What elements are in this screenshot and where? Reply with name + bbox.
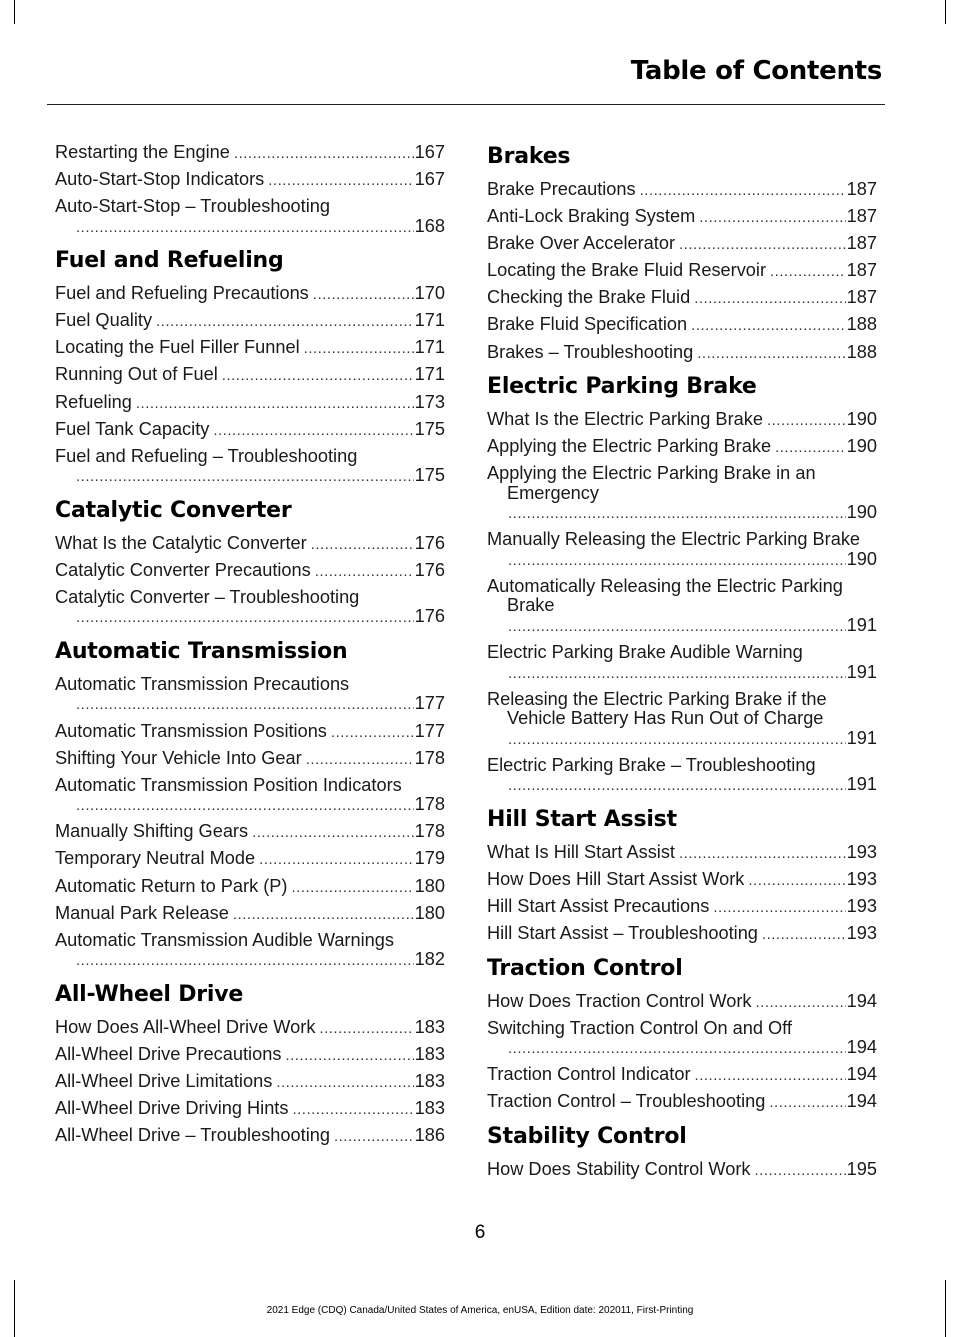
- toc-entry-label: Restarting the Engine: [55, 142, 230, 162]
- toc-entry-label: Running Out of Fuel: [55, 364, 218, 385]
- toc-section-electric-parking-brake: [487, 373, 877, 796]
- toc-entry-page: 191: [846, 661, 877, 682]
- toc-left-column: [55, 143, 445, 1153]
- toc-entry-label: Automatic Return to Park (P): [55, 875, 288, 896]
- toc-entry-page: 190: [846, 548, 877, 569]
- toc-entry-label: Brake Precautions: [487, 179, 636, 199]
- toc-entry-label: Automatic Transmission Precautions: [55, 673, 350, 694]
- toc-entry-fuel-tank-capacity[interactable]: [55, 420, 445, 441]
- toc-entry-label: Catalytic Converter – Troubleshooting: [55, 586, 360, 607]
- section-heading: All-Wheel Drive: [55, 981, 244, 1007]
- toc-entry-label: Shifting Your Vehicle Into Gear: [55, 747, 302, 768]
- toc-entry-applying-the-electric-parking-brake[interactable]: [487, 437, 877, 458]
- toc-entry-page: 191: [846, 774, 877, 795]
- toc-entry-label: Electric Parking Brake Audible Warning: [487, 642, 803, 663]
- toc-entry-label: All-Wheel Drive Driving Hints: [55, 1097, 289, 1118]
- toc-entry-automatically-releasing-the-electric-parking-brake[interactable]: [487, 577, 877, 637]
- toc-entry-label: Releasing the Electric Parking Brake if the Vehicle Battery Has Run Out of Charge: [487, 688, 827, 729]
- header-divider: [47, 104, 885, 105]
- toc-entry-label: Fuel Tank Capacity: [55, 418, 210, 439]
- toc-entry-label: Automatic Transmission Positions: [55, 720, 327, 741]
- toc-entry-page: 167: [414, 142, 445, 162]
- dot-leader: [679, 844, 846, 864]
- toc-entry-page: 167: [414, 169, 445, 190]
- toc-entry-brake-fluid-specification[interactable]: [487, 315, 877, 336]
- toc-entry-label: Manually Releasing the Electric Parking Brake: [487, 529, 861, 550]
- toc-entry-page: 176: [414, 532, 445, 553]
- toc-entry-label: All-Wheel Drive Limitations: [55, 1070, 273, 1091]
- toc-entry-all-wheel-drive-precautions[interactable]: [55, 1045, 445, 1066]
- toc-entry-page: 194: [846, 990, 877, 1011]
- toc-entry-page: 182: [414, 949, 445, 970]
- dot-leader: [748, 871, 845, 891]
- dot-leader: [697, 344, 845, 364]
- dot-leader: [508, 776, 846, 796]
- toc-entry-what-is-hill-start-assist[interactable]: [487, 843, 877, 864]
- crop-mark-top-left: [14, 0, 15, 24]
- toc-entry-restarting-the-engine[interactable]: [55, 143, 445, 164]
- section-heading: Stability Control: [487, 1123, 687, 1149]
- toc-entry-auto-start-stop-troubleshooting[interactable]: [55, 197, 445, 237]
- dot-leader: [508, 504, 846, 524]
- toc-entry-page: 186: [414, 1125, 445, 1146]
- toc-entry-label: Brake Fluid Specification: [487, 314, 688, 335]
- toc-entry-automatic-transmission-precautions[interactable]: [55, 675, 445, 715]
- toc-entry-page: 187: [846, 287, 877, 308]
- toc-entry-traction-control-indicator[interactable]: [487, 1065, 877, 1086]
- dot-leader: [755, 993, 845, 1013]
- toc-entry-label: Switching Traction Control On and Off: [487, 1017, 792, 1038]
- toc-entry-label: Automatic Transmission Position Indicators: [55, 774, 402, 795]
- dot-leader: [76, 467, 414, 487]
- toc-section-traction-control: [487, 955, 877, 1113]
- dot-leader: [334, 1127, 414, 1147]
- toc-entry-manual-park-release[interactable]: [55, 904, 445, 925]
- toc-entry-page: 183: [414, 1097, 445, 1118]
- toc-entry-auto-start-stop-indicators[interactable]: [55, 170, 445, 191]
- toc-entry-hill-start-assist-troubleshooting[interactable]: [487, 924, 877, 945]
- toc-entry-electric-parking-brake-troubleshooting[interactable]: [487, 756, 877, 796]
- dot-leader: [699, 208, 845, 228]
- toc-entry-automatic-return-to-park-p[interactable]: [55, 877, 445, 898]
- dot-leader: [770, 262, 846, 282]
- dot-leader: [508, 730, 846, 750]
- toc-entry-label: Checking the Brake Fluid: [487, 287, 691, 308]
- toc-right-column: [487, 143, 877, 1187]
- toc-entry-page: 183: [414, 1043, 445, 1064]
- dot-leader: [76, 951, 414, 971]
- toc-entry-label: Temporary Neutral Mode: [55, 848, 256, 869]
- dot-leader: [313, 285, 414, 305]
- toc-entry-label: Locating the Brake Fluid Reservoir: [487, 260, 767, 281]
- toc-entry-label: Fuel Quality: [55, 310, 153, 331]
- toc-entry-page: 178: [414, 747, 445, 768]
- footer-edition-text: 2021 Edge (CDQ) Canada/United States of America, enUSA, Edition date: 202011, First-Printing: [266, 1305, 694, 1316]
- toc-section-all-wheel-drive: [55, 981, 445, 1147]
- toc-entry-page: 176: [414, 606, 445, 627]
- toc-entry-page: 176: [414, 559, 445, 580]
- toc-entry-automatic-transmission-audible-warnings[interactable]: [55, 931, 445, 971]
- section-heading: Electric Parking Brake: [487, 374, 757, 400]
- toc-entry-page: 178: [414, 821, 445, 842]
- toc-entry-checking-the-brake-fluid[interactable]: [487, 288, 877, 309]
- toc-entry-page: 194: [846, 1091, 877, 1112]
- toc-entry-how-does-traction-control-work[interactable]: [487, 992, 877, 1013]
- dot-leader: [508, 617, 846, 637]
- section-heading: Traction Control: [487, 955, 683, 981]
- toc-entry-page: 190: [846, 436, 877, 457]
- dot-leader: [769, 1093, 845, 1113]
- toc-entry-page: 180: [414, 875, 445, 896]
- toc-entry-label: Auto-Start-Stop – Troubleshooting: [55, 196, 330, 217]
- dot-leader: [306, 750, 414, 770]
- toc-entry-manually-releasing-the-electric-parking-brake[interactable]: [487, 530, 877, 570]
- toc-entry-brake-precautions[interactable]: [487, 180, 877, 201]
- toc-entry-page: 187: [846, 233, 877, 254]
- toc-entry-all-wheel-drive-limitations[interactable]: [55, 1072, 445, 1093]
- dot-leader: [695, 1066, 846, 1086]
- dot-leader: [713, 898, 845, 918]
- section-heading: Hill Start Assist: [487, 806, 677, 832]
- section-heading: Brakes: [487, 144, 571, 169]
- toc-entry-page: 190: [846, 502, 877, 523]
- toc-entry-page: 187: [846, 260, 877, 281]
- toc-entry-label: How Does Traction Control Work: [487, 990, 752, 1011]
- toc-entry-running-out-of-fuel[interactable]: [55, 365, 445, 386]
- toc-entry-label: Automatically Releasing the Electric Parking Brake: [487, 575, 843, 616]
- toc-entry-label: How Does All-Wheel Drive Work: [55, 1016, 316, 1037]
- toc-entry-electric-parking-brake-audible-warning[interactable]: [487, 643, 877, 683]
- toc-entry-label: What Is the Electric Parking Brake: [487, 409, 763, 430]
- crop-mark-top-right: [945, 0, 946, 24]
- toc-entry-page: 168: [414, 215, 445, 236]
- toc-entry-shifting-your-vehicle-into-gear[interactable]: [55, 749, 445, 770]
- toc-entry-page: 175: [414, 418, 445, 439]
- dot-leader: [136, 394, 414, 414]
- dot-leader: [233, 905, 414, 925]
- toc-entry-how-does-hill-start-assist-work[interactable]: [487, 870, 877, 891]
- toc-entry-label: What Is Hill Start Assist: [487, 841, 675, 862]
- toc-entry-page: 171: [414, 337, 445, 358]
- toc-entry-brake-over-accelerator[interactable]: [487, 234, 877, 255]
- toc-entry-page: 170: [414, 283, 445, 304]
- toc-entry-page: 187: [846, 206, 877, 227]
- toc-entry-label: Traction Control – Troubleshooting: [487, 1091, 766, 1112]
- dot-leader: [234, 144, 414, 164]
- toc-entry-temporary-neutral-mode[interactable]: [55, 849, 445, 870]
- dot-leader: [508, 1039, 846, 1059]
- toc-entry-all-wheel-drive-driving-hints[interactable]: [55, 1099, 445, 1120]
- dot-leader: [76, 608, 414, 628]
- toc-section-continued: [55, 143, 445, 237]
- toc-entry-page: 171: [414, 310, 445, 331]
- dot-leader: [508, 664, 846, 684]
- toc-entry-label: Hill Start Assist Precautions: [487, 895, 710, 916]
- toc-entry-page: 188: [846, 314, 877, 335]
- toc-entry-fuel-and-refueling-precautions[interactable]: [55, 284, 445, 305]
- toc-entry-page: 179: [414, 848, 445, 869]
- dot-leader: [76, 695, 414, 715]
- dot-leader: [640, 181, 846, 201]
- toc-entry-how-does-all-wheel-drive-work[interactable]: [55, 1018, 445, 1039]
- dot-leader: [276, 1073, 413, 1093]
- toc-entry-label: Catalytic Converter Precautions: [55, 559, 311, 580]
- dot-leader: [767, 411, 846, 431]
- toc-section-stability-control: [487, 1123, 877, 1181]
- toc-section-fuel-and-refueling: [55, 247, 445, 487]
- toc-entry-fuel-and-refueling-troubleshooting[interactable]: [55, 447, 445, 487]
- toc-entry-brakes-troubleshooting[interactable]: [487, 343, 877, 364]
- toc-section-catalytic-converter: [55, 497, 445, 628]
- toc-entry-label: Electric Parking Brake – Troubleshooting: [487, 754, 816, 775]
- toc-entry-page: 193: [846, 868, 877, 889]
- toc-entry-what-is-the-catalytic-converter[interactable]: [55, 534, 445, 555]
- dot-leader: [691, 316, 845, 336]
- toc-entry-how-does-stability-control-work[interactable]: [487, 1160, 877, 1181]
- toc-entry-anti-lock-braking-system[interactable]: [487, 207, 877, 228]
- dot-leader: [292, 1100, 413, 1120]
- dot-leader: [291, 878, 413, 898]
- toc-entry-label: What Is the Catalytic Converter: [55, 532, 307, 553]
- toc-entry-page: 183: [414, 1070, 445, 1091]
- dot-leader: [679, 235, 846, 255]
- toc-section-hill-start-assist: [487, 806, 877, 945]
- section-heading: Catalytic Converter: [55, 497, 292, 523]
- toc-entry-label: Locating the Fuel Filler Funnel: [55, 337, 300, 358]
- toc-entry-all-wheel-drive-troubleshooting[interactable]: [55, 1126, 445, 1147]
- toc-entry-page: 177: [414, 693, 445, 714]
- toc-entry-traction-control-troubleshooting[interactable]: [487, 1092, 877, 1113]
- dot-leader: [754, 1161, 845, 1181]
- toc-entry-label: Fuel and Refueling Precautions: [55, 283, 309, 304]
- toc-section-automatic-transmission: [55, 638, 445, 971]
- toc-entry-page: 191: [846, 614, 877, 635]
- toc-entry-label: Anti-Lock Braking System: [487, 206, 696, 227]
- toc-entry-locating-the-fuel-filler-funnel[interactable]: [55, 338, 445, 359]
- toc-entry-manually-shifting-gears[interactable]: [55, 822, 445, 843]
- toc-entry-label: Brakes – Troubleshooting: [487, 341, 694, 362]
- dot-leader: [311, 535, 414, 555]
- toc-entry-switching-traction-control-on-and-off[interactable]: [487, 1019, 877, 1059]
- toc-entry-page: 171: [414, 364, 445, 385]
- toc-entry-page: 194: [846, 1064, 877, 1085]
- toc-entry-label: All-Wheel Drive – Troubleshooting: [55, 1125, 330, 1146]
- dot-leader: [259, 850, 413, 870]
- dot-leader: [285, 1046, 413, 1066]
- dot-leader: [76, 218, 414, 238]
- dot-leader: [762, 925, 846, 945]
- toc-entry-page: 180: [414, 902, 445, 923]
- toc-entry-page: 183: [414, 1016, 445, 1037]
- toc-entry-releasing-the-electric-parking-brake-if-the-vehicle-battery-has-run-out-of-charge[interactable]: [487, 690, 877, 750]
- toc-entry-label: Auto-Start-Stop Indicators: [55, 169, 265, 190]
- toc-entry-label: Manual Park Release: [55, 902, 229, 923]
- dot-leader: [508, 551, 846, 571]
- dot-leader: [304, 339, 414, 359]
- toc-entry-automatic-transmission-positions[interactable]: [55, 722, 445, 743]
- toc-entry-page: 193: [846, 895, 877, 916]
- toc-entry-page: 193: [846, 923, 877, 943]
- toc-entry-page: 178: [414, 794, 445, 815]
- dot-leader: [268, 171, 413, 191]
- dot-leader: [252, 823, 414, 843]
- toc-entry-label: Applying the Electric Parking Brake in an Emergency: [487, 463, 816, 503]
- toc-entry-label: How Does Stability Control Work: [487, 1158, 751, 1179]
- toc-entry-fuel-quality[interactable]: [55, 311, 445, 332]
- toc-entry-applying-the-electric-parking-brake-in-an-emergency[interactable]: [487, 464, 877, 524]
- toc-entry-page: 173: [414, 391, 445, 412]
- toc-entry-page: 188: [846, 341, 877, 362]
- toc-entry-label: Applying the Electric Parking Brake: [487, 436, 772, 457]
- dot-leader: [331, 723, 414, 743]
- toc-entry-automatic-transmission-position-indicators[interactable]: [55, 776, 445, 816]
- toc-entry-label: Refueling: [55, 391, 132, 412]
- toc-entry-hill-start-assist-precautions[interactable]: [487, 897, 877, 918]
- toc-entry-catalytic-converter-precautions[interactable]: [55, 561, 445, 582]
- dot-leader: [694, 289, 845, 309]
- toc-entry-page: 194: [846, 1037, 877, 1058]
- toc-entry-locating-the-brake-fluid-reservoir[interactable]: [487, 261, 877, 282]
- dot-leader: [213, 421, 413, 441]
- toc-section-brakes: [487, 143, 877, 363]
- section-heading: Fuel and Refueling: [55, 248, 284, 274]
- toc-entry-page: 190: [846, 409, 877, 430]
- toc-entry-refueling[interactable]: [55, 393, 445, 414]
- toc-entry-label: Automatic Transmission Audible Warnings: [55, 929, 394, 950]
- toc-entry-label: Fuel and Refueling – Troubleshooting: [55, 445, 358, 466]
- page-title: Table of Contents: [630, 56, 882, 86]
- toc-entry-page: 193: [846, 841, 877, 862]
- toc-entry-page: 187: [846, 179, 877, 199]
- toc-entry-label: Manually Shifting Gears: [55, 821, 249, 842]
- toc-entry-catalytic-converter-troubleshooting[interactable]: [55, 588, 445, 628]
- dot-leader: [76, 796, 414, 816]
- section-heading: Automatic Transmission: [55, 638, 348, 664]
- toc-entry-page: 195: [846, 1158, 877, 1179]
- dot-leader: [775, 438, 846, 458]
- dot-leader: [156, 312, 414, 332]
- toc-entry-label: How Does Hill Start Assist Work: [487, 868, 745, 889]
- toc-entry-label: Traction Control Indicator: [487, 1064, 691, 1085]
- dot-leader: [319, 1019, 413, 1039]
- toc-entry-page: 175: [414, 465, 445, 486]
- toc-entry-label: Hill Start Assist – Troubleshooting: [487, 923, 758, 943]
- toc-entry-page: 177: [414, 720, 445, 741]
- toc-entry-what-is-the-electric-parking-brake[interactable]: [487, 410, 877, 431]
- dot-leader: [222, 366, 414, 386]
- page-number: 6: [474, 1222, 486, 1243]
- toc-entry-label: All-Wheel Drive Precautions: [55, 1043, 282, 1064]
- toc-entry-page: 191: [846, 727, 877, 748]
- toc-entry-label: Brake Over Accelerator: [487, 233, 676, 254]
- dot-leader: [315, 562, 414, 582]
